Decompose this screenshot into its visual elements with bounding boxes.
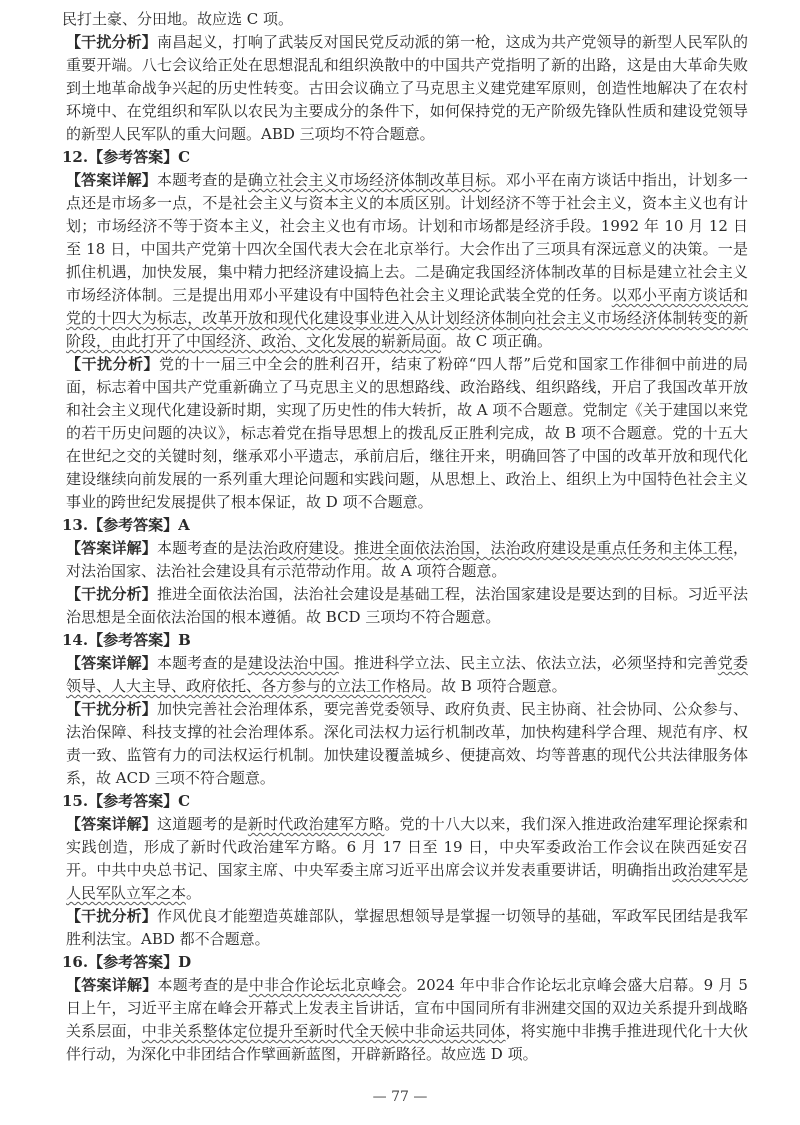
distractor-text: 南昌起义，打响了武装反对国民党反动派的第一枪，这成为共产党领导的新型人民军队的重要开端。八七会议给正处在思想混乱和组织涣散中的中国共产党指明了新的出路，这是由大革命失败到土地革命战争兴起的历史性转变。古田会议确立了马克思主义建党建军原则，创造性地解决了在农村环境中、在党组织和军队以农民为主要成分的条件下，如何保持党的无产阶级先锋队性质和建设党领导的新型人民军队的重大问题。ABD 三项均不符合题意。	[66, 33, 748, 143]
detail-text: ，将实施中非携手推进现代化十大伙伴行动，为深化中非团结合作擘画新蓝图，开辟新路径。故应选 D 项。	[66, 1022, 748, 1063]
detail-text: 本题考查的是	[156, 654, 248, 672]
key-point: 新时代政治建军方略	[247, 815, 385, 833]
answer-explanations	[62, 8, 748, 1066]
detail-text: ，对法治国家、法治社会建设具有示范带动作用。故 A 项符合题意。	[66, 539, 748, 580]
question-number: 12.	[62, 148, 89, 166]
page-number: 77	[391, 1089, 409, 1105]
q12-answer-line	[62, 146, 748, 169]
q14-distractor-analysis	[62, 698, 748, 790]
detail-text: 本题考查的是	[156, 539, 248, 557]
detail-text: 。邓小平在南方谈话中指出，计划多一点还是市场多一点，不是社会主义与资本主义的本质区别。计划经济不等于社会主义，资本主义也有计划；市场经济不等于资本主义，社会主义也有市场。计划和市场都是经济手段。1992 年 10 月 12 日至 18 日，中国共产党第十四次全国代表大会在北京举行。大会作出了三项具有深远意义的决策。一是抓住机遇，加快发展，集中精力把经济建设搞上去。二是确定我国经济体制改革的目标是建立社会主义市场经济体制。三是提出用邓小平建设有中国特色社会主义理论武装全党的任务。	[66, 171, 748, 304]
q14-detail	[62, 652, 748, 698]
q16-answer-line	[62, 951, 748, 974]
detail-text: 。	[186, 884, 202, 902]
distractor-tag: 【干扰分析】	[66, 355, 159, 373]
key-point: 中非合作论坛北京峰会	[248, 976, 402, 994]
question-number: 13.	[62, 516, 89, 534]
reference-answer-tag: 【参考答案】	[88, 631, 179, 649]
key-point: 建设法治中国	[247, 654, 339, 672]
distractor-text: 推进全面依法治国，法治社会建设是基础工程，法治国家建设是要达到的目标。习近平法治思想是全面依法治国的根本遵循。故 BCD 三项均不符合题意。	[66, 585, 748, 626]
key-point: 法治政府建设	[247, 539, 339, 557]
q15-detail	[62, 813, 748, 905]
question-number: 15.	[62, 792, 89, 810]
reference-answer-tag: 【参考答案】	[88, 516, 179, 534]
answer-letter: A	[178, 516, 190, 534]
question-number: 14.	[62, 631, 89, 649]
distractor-text: 党的十一届三中全会的胜利召开，结束了粉碎“四人帮”后党和国家工作徘徊中前进的局面，标志着中国共产党重新确立了马克思主义的思想路线、政治路线、组织路线，开启了我国改革开放和社会主义现代化建设新时期，实现了历史性的伟大转折，故 A 项不合题意。党制定《关于建国以来党的若干历史问题的决议》，标志着党在指导思想上的拨乱反正胜利完成，故 B 项不合题意。党的十五大在世纪之交的关键时刻，继承邓小平遗志，承前启后，继往开来，明确回答了中国的改革开放和现代化建设继续向前发展的一系列重大理论问题和实践问题，从思想上、政治上、组织上为中国特色社会主义事业的跨世纪发展提供了根本保证，故 D 项不合题意。	[66, 355, 748, 511]
answer-letter: C	[178, 148, 191, 166]
q12-distractor-analysis	[62, 353, 748, 514]
detail-tag: 【答案详解】	[66, 976, 158, 994]
detail-text: 。党的十八大以来，我们深入推进政治建军理论探索和实践创造，形成了新时代政治建军方略。6 月 17 日至 19 日，中央军委政治工作会议在陕西延安召开。中共中央总书记、国家主席、中央军委主席习近平出席会议并发表重要讲话，明确指出	[66, 815, 748, 879]
distractor-text: 作风优良才能塑造英雄部队，掌握思想领导是掌握一切领导的基础，军政军民团结是我军胜利法宝。ABD 都不合题意。	[66, 907, 748, 948]
q14-answer-line	[62, 629, 748, 652]
distractor-tag: 【干扰分析】	[66, 585, 157, 603]
distractor-tag: 【干扰分析】	[66, 33, 157, 51]
key-point: 确立社会主义市场经济体制改革目标	[247, 171, 491, 189]
key-point: 党委领导、人大主导、政府依托、各方参与的立法工作格局	[66, 654, 748, 695]
reference-answer-tag: 【参考答案】	[88, 953, 179, 971]
intro-distractor-analysis	[62, 31, 748, 146]
q15-answer-line	[62, 790, 748, 813]
detail-tag: 【答案详解】	[66, 171, 157, 189]
key-point: 中非关系整体定位提升至新时代全天候中非命运共同体	[141, 1022, 506, 1040]
q15-distractor-analysis	[62, 905, 748, 951]
distractor-tag: 【干扰分析】	[66, 907, 157, 925]
q13-answer-line	[62, 514, 748, 537]
q12-detail	[62, 169, 748, 353]
q13-distractor-analysis	[62, 583, 748, 629]
detail-tag: 【答案详解】	[66, 815, 157, 833]
detail-text: 本题考查的是	[156, 171, 248, 189]
intro-line: 民打土豪、分田地。故应选 C 项。	[62, 10, 294, 28]
reference-answer-tag: 【参考答案】	[88, 792, 179, 810]
answer-letter: B	[178, 631, 191, 649]
key-point: 政治建军是人民军队立军之本	[66, 861, 748, 902]
detail-text: 。推进科学立法、民主立法、依法立法，必须坚持和完善	[338, 654, 718, 672]
key-point: 推进全面依法治国，法治政府建设是重点任务和主体工程	[354, 539, 733, 557]
detail-text: 。故 C 项正确。	[441, 332, 553, 350]
question-number: 16.	[62, 953, 89, 971]
distractor-text: 加快完善社会治理体系，要完善党委领导、政府负责、民主协商、社会协同、公众参与、法治保障、科技支撑的社会治理体系。深化司法权力运行机制改革，加快构建科学合理、规范有序、权责一致、监管有力的司法权运行机制。加快建设覆盖城乡、便捷高效、均等普惠的现代公共法律服务体系，故 ACD 三项不符合题意。	[66, 700, 748, 787]
q13-detail	[62, 537, 748, 583]
detail-text: 。2024 年中非合作论坛北京峰会盛大启幕。9 月 5 日上午，习近平主席在峰会开幕式上发表主旨讲话，宣布中国同所有非洲建交国的双边关系提升到战略关系层面，	[66, 976, 748, 1040]
detail-tag: 【答案详解】	[66, 539, 157, 557]
reference-answer-tag: 【参考答案】	[88, 148, 179, 166]
answer-letter: C	[178, 792, 191, 810]
detail-text: 。	[338, 539, 355, 557]
key-point: 以邓小平南方谈话和党的十四大为标志，改革开放和现代化建设事业进入从计划经济体制向社会主义市场经济体制转变的新阶段，由此打开了中国经济、政治、文化发展的崭新局面	[66, 286, 748, 350]
detail-text: 本题考查的是	[157, 976, 249, 994]
detail-tag: 【答案详解】	[66, 654, 157, 672]
q16-detail	[62, 974, 748, 1066]
answer-letter: D	[178, 953, 192, 971]
distractor-tag: 【干扰分析】	[66, 700, 157, 718]
page-footer: — 77 —	[372, 1089, 428, 1105]
detail-text: 。故 B 项符合题意。	[426, 677, 567, 695]
detail-text: 这道题考的是	[156, 815, 248, 833]
